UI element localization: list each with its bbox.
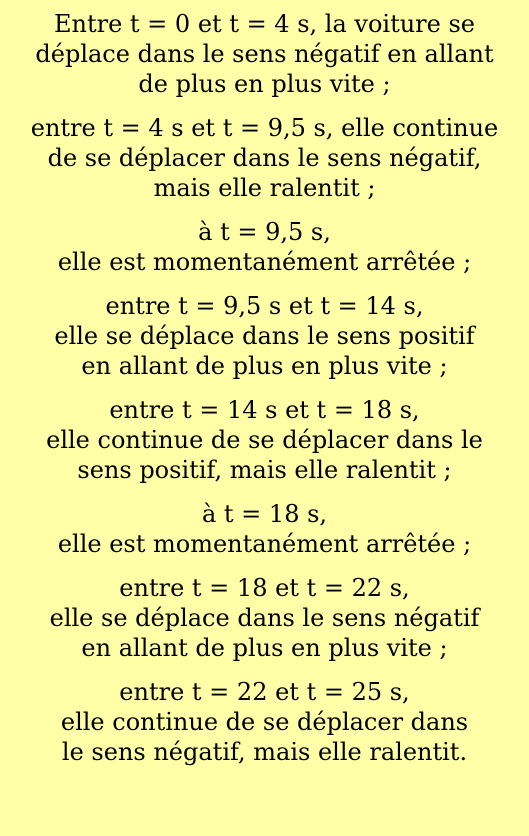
text-line: Entre t = 0 et t = 4 s, la voiture se [53, 10, 476, 38]
text-line: entre t = 18 et t = 22 s, [119, 574, 410, 602]
text-line: entre t = 22 et t = 25 s, [119, 678, 410, 706]
text-line: entre t = 4 s et t = 9,5 s, elle continue [30, 114, 499, 142]
paragraph-t14-t18 [0, 395, 529, 485]
text-line: elle continue de se déplacer dans le [46, 426, 483, 454]
paragraph-t4-t9-5 [0, 113, 529, 203]
text-line: déplace dans le sens négatif en allant [35, 40, 494, 68]
paragraph-t18-t22 [0, 573, 529, 663]
text-line: en allant de plus en plus vite ; [81, 352, 448, 380]
text-line: à t = 18 s, [201, 500, 328, 528]
text-line: le sens négatif, mais elle ralentit. [61, 738, 468, 766]
text-line: elle continue de se déplacer dans [60, 708, 469, 736]
paragraph-t9-5-stop [0, 217, 529, 277]
text-line: à t = 9,5 s, [198, 218, 331, 246]
text-line: elle est momentanément arrêtée ; [57, 530, 472, 558]
text-line: en allant de plus en plus vite ; [81, 634, 448, 662]
paragraph-t0-t4 [0, 9, 529, 99]
text-line: mais elle ralentit ; [153, 174, 376, 202]
text-line: entre t = 9,5 s et t = 14 s, [105, 292, 424, 320]
paragraph-t9-5-t14 [0, 291, 529, 381]
text-line: de plus en plus vite ; [138, 70, 391, 98]
text-line: sens positif, mais elle ralentit ; [77, 456, 452, 484]
paragraph-t22-t25 [0, 677, 529, 767]
text-line: elle se déplace dans le sens négatif [49, 604, 480, 632]
text-line: elle se déplace dans le sens positif [54, 322, 475, 350]
text-line: de se déplacer dans le sens négatif, [47, 144, 482, 172]
text-line: elle est momentanément arrêtée ; [57, 248, 472, 276]
paragraph-t18-stop [0, 499, 529, 559]
text-line: entre t = 14 s et t = 18 s, [109, 396, 420, 424]
